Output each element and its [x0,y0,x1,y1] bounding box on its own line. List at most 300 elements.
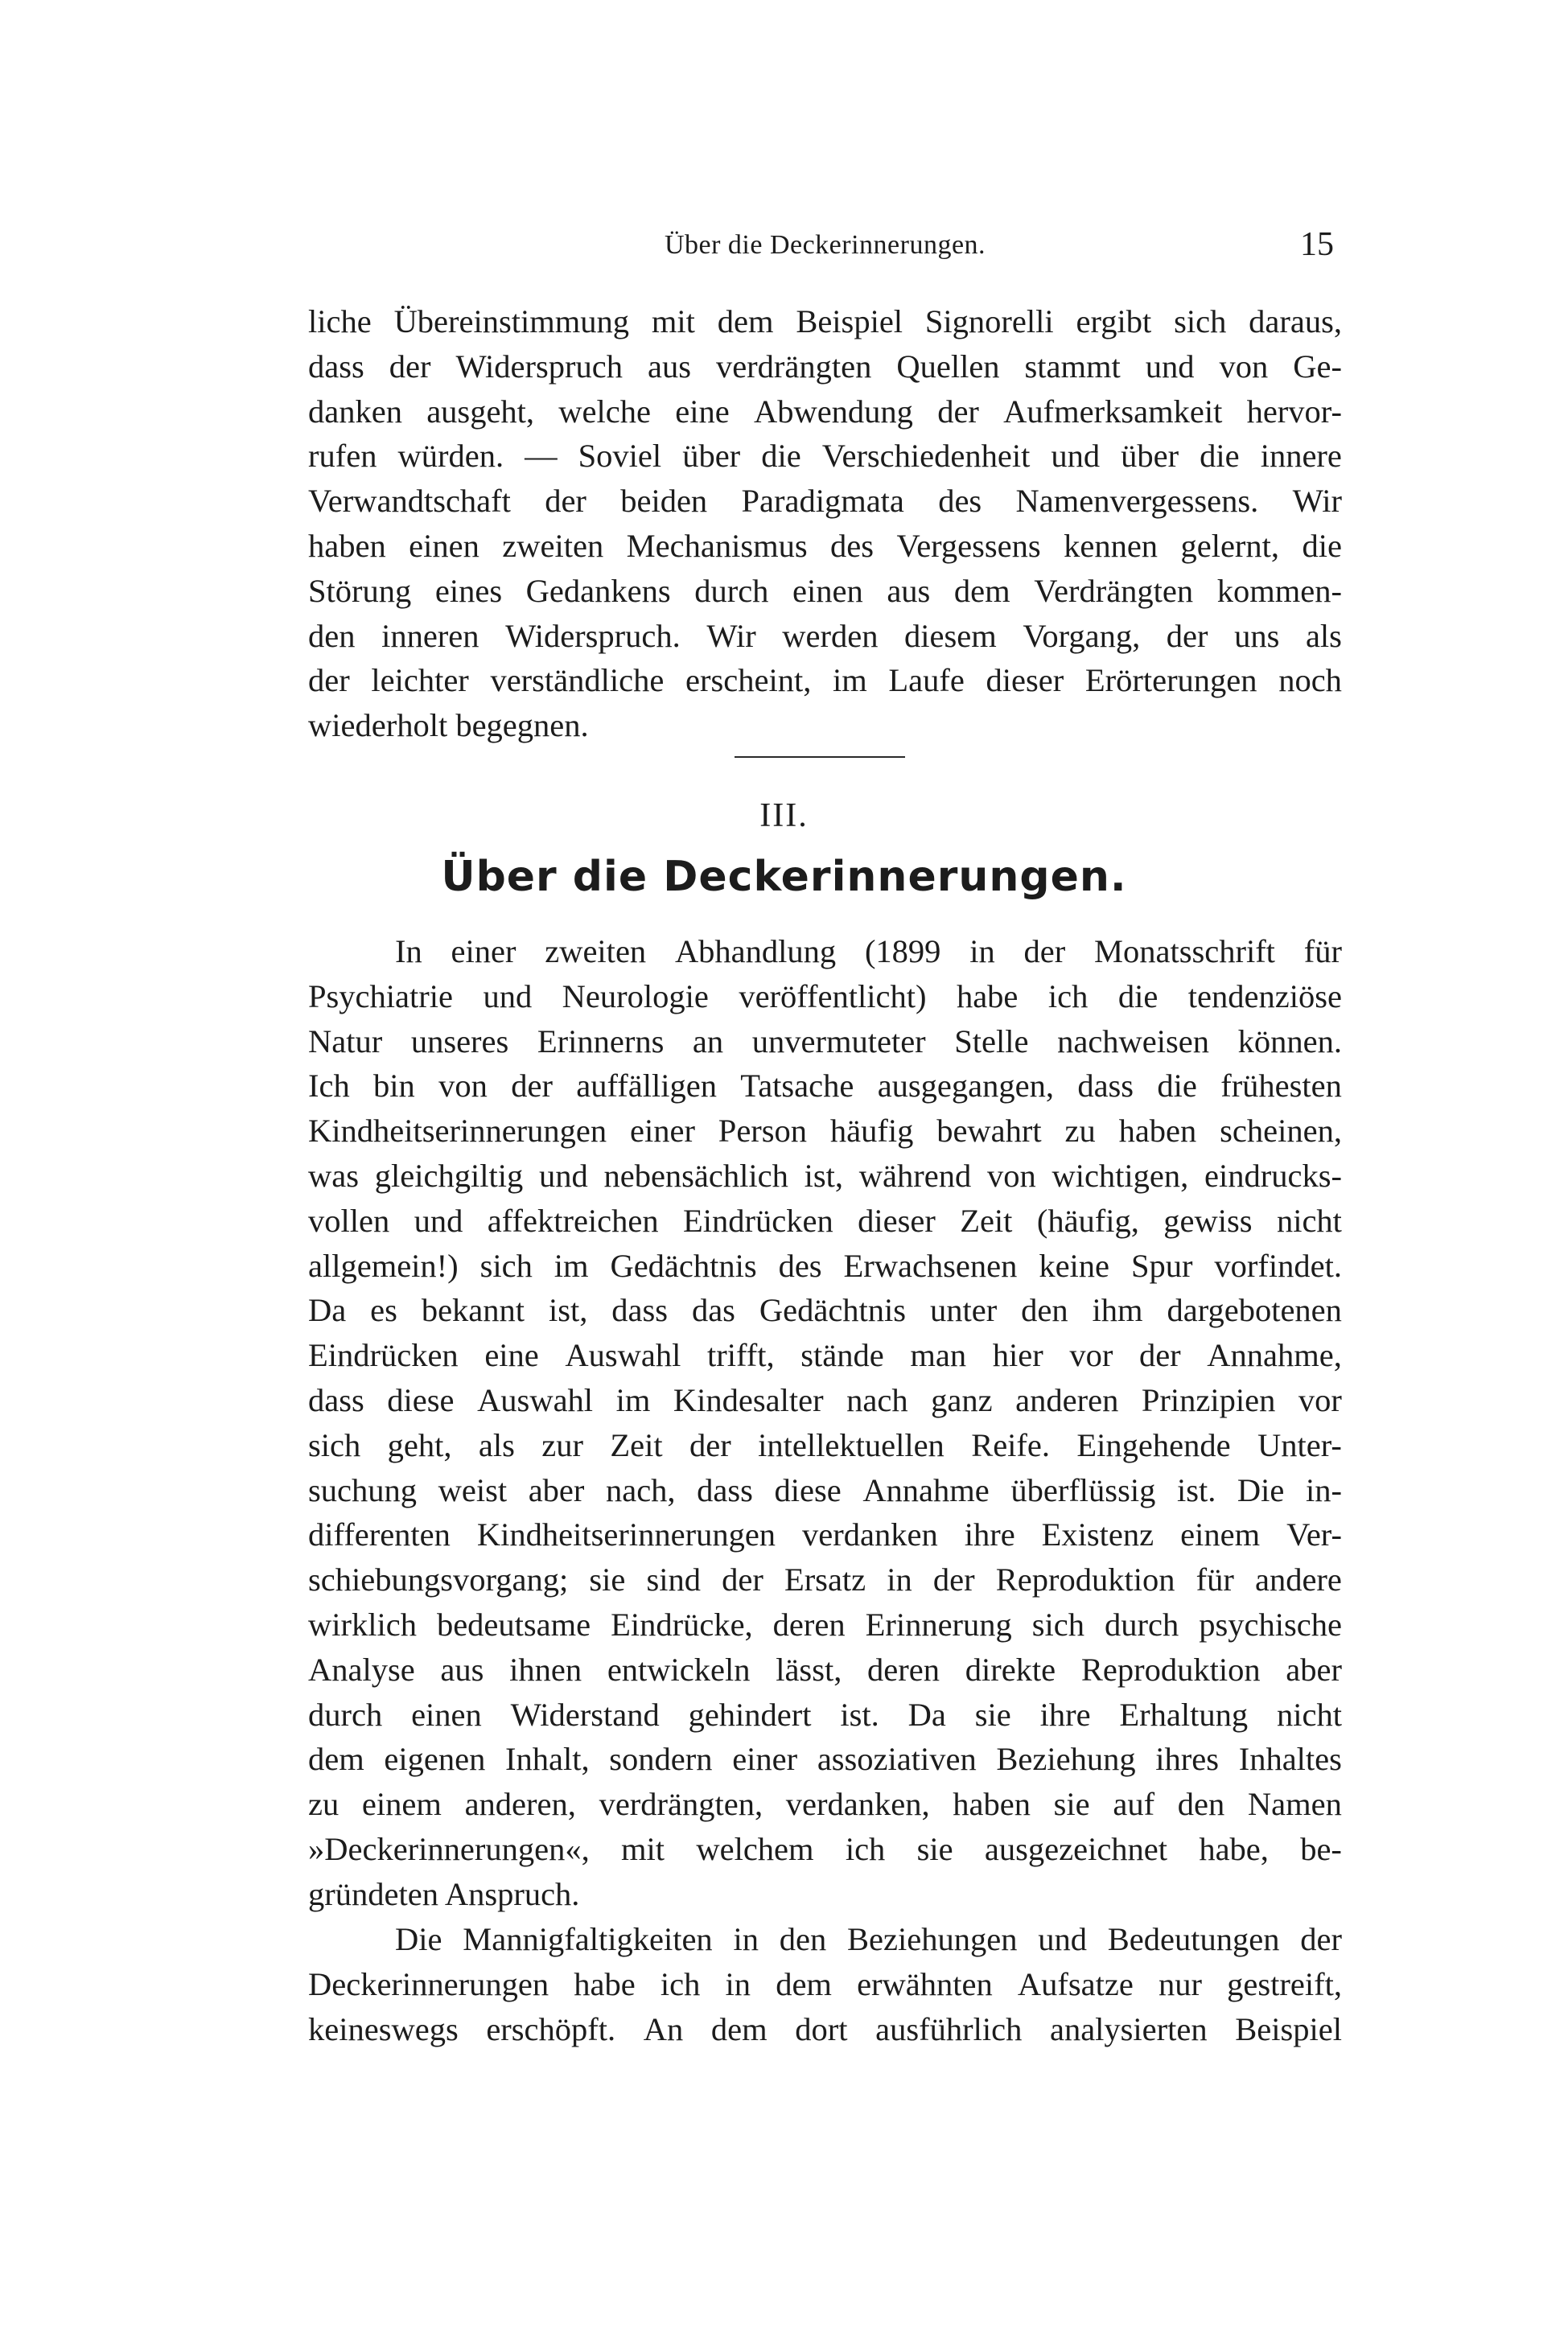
word: und [538,1157,588,1194]
paragraph-2 [308,1917,1342,2051]
word: Störung [308,572,412,609]
word: Kindesalter [673,1381,824,1418]
word: andere [1254,1561,1342,1598]
word: ganz [931,1381,993,1418]
word: und [1038,1921,1087,1957]
text-line [308,1063,1342,1109]
word: noch [1278,662,1342,699]
word: psychische [1199,1606,1342,1643]
word: die [1117,977,1159,1014]
paragraph-1 [308,929,1342,1917]
word: der [689,1426,731,1463]
word: zu [308,1786,340,1823]
word: Beispiel [1235,2010,1342,2047]
running-title: Über die Deckerinnerungen. [664,230,986,260]
word: dem [776,1965,832,2002]
word: Wir [1292,483,1342,520]
word: einen [409,527,479,564]
word: innere [1260,438,1342,475]
word: Die [1237,1471,1285,1508]
word: in [969,933,995,969]
text-line [308,479,1342,524]
word: und [483,977,533,1014]
word: diese [774,1471,842,1508]
word: Annahme [862,1471,990,1508]
text-line [308,344,1342,389]
word: Laufe [888,662,965,699]
word: trifft, [707,1337,775,1374]
word: einer [630,1113,695,1150]
word: nur [1159,1965,1202,2002]
text-line [308,1782,1342,1827]
word: Soviel [578,438,662,475]
word: Neurologie [562,977,709,1014]
word: ausgeht, [426,393,535,430]
word: unter [930,1292,998,1329]
text-line [308,1648,1342,1693]
word: Gedächtnis [610,1247,757,1284]
word: dem [308,1741,364,1778]
word: nicht [1276,1202,1342,1239]
word: verdanken [802,1516,938,1553]
text-line [308,1602,1342,1648]
word: Widerspruch [455,348,623,385]
word: An [643,2010,684,2047]
word: das [691,1292,735,1329]
text-line [308,1423,1342,1468]
word: Psychiatrie [308,977,453,1014]
word: hervor- [1246,393,1342,430]
word: verdrängten, [599,1786,763,1823]
word: als [1305,617,1342,654]
text-line-last: wiederholt begegnen. [308,707,589,744]
text-line [308,974,1342,1019]
word: in [887,1561,912,1598]
word: dargebotenen [1167,1292,1342,1329]
word: Auswahl [565,1337,681,1374]
word: Paradigmata [741,483,904,520]
word: einem [1180,1516,1261,1553]
word: Gedankens [525,572,671,609]
word: den [1021,1292,1068,1329]
word: unvermuteter [751,1022,926,1059]
word: diesem [904,617,997,654]
word: zu [1064,1113,1096,1150]
text-line [308,1288,1342,1333]
word: Zeit [610,1426,663,1463]
text-line [308,1109,1342,1154]
word: verdrängten [715,348,872,385]
word: (1899 [864,933,941,969]
word: nebensächlich [603,1157,788,1194]
word: man [910,1337,967,1374]
word: des [938,483,982,520]
text-line [308,1199,1342,1244]
word: als [478,1426,515,1463]
word: des [830,527,875,564]
word: Annahme, [1207,1337,1342,1374]
word: ist, [804,1157,844,1194]
word: habe [956,977,1019,1014]
word: durch [694,572,769,609]
word: sich [1031,1606,1085,1643]
word: an [692,1022,724,1059]
word: ihre [964,1516,1015,1553]
word: Quellen [896,348,1000,385]
word: der [932,1561,975,1598]
word: vollen [308,1202,390,1239]
word: Wir [706,617,756,654]
word: vor [1298,1381,1342,1418]
word: weist [438,1471,508,1508]
word: von [438,1068,488,1105]
word: Aufmerksamkeit [1003,393,1223,430]
text-line [308,1827,1342,1872]
word: — [525,438,558,475]
word: ich [1047,977,1089,1014]
word: vorfindet. [1214,1247,1342,1284]
word: lässt, [776,1651,842,1688]
word: nachweisen [1057,1022,1210,1059]
word: Erörterungen [1084,662,1257,699]
word: keine [1039,1247,1110,1284]
text-line [308,1378,1342,1423]
word: bedeutsame [436,1606,591,1643]
text-line [308,1468,1342,1513]
word: des [778,1247,822,1284]
word: mit [621,1830,665,1867]
word: gelernt, [1180,527,1280,564]
word: ihnen [509,1651,582,1688]
word: stände [800,1337,884,1374]
word: dass [308,1381,364,1418]
word: Verdrängten [1034,572,1194,609]
word: und [1051,438,1101,475]
word: gehindert [688,1696,812,1733]
text-line [308,658,1342,703]
word: uns [1234,617,1280,654]
word: ich [845,1830,886,1867]
word: der [308,662,350,699]
word: den [779,1921,827,1957]
word: sie [916,1830,953,1867]
word: Mannigfaltigkeiten [463,1921,713,1957]
word: liche [308,303,372,339]
word: vor [1069,1337,1113,1374]
word: Monatsschrift [1093,933,1275,969]
word: aus [440,1651,484,1688]
word: verdanken, [785,1786,930,1823]
word: Deckerinnerungen [308,1965,549,2002]
continuation-paragraph [308,299,1342,748]
word: der [1300,1921,1342,1957]
word: ergibt [1076,303,1152,339]
word: im [833,662,867,699]
word: direkte [965,1651,1056,1688]
word: würden. [397,438,504,475]
word: sondern [609,1741,713,1778]
text-line-last: gründeten Anspruch. [308,1875,580,1912]
word: ist. [1176,1471,1216,1508]
word: einer [451,933,516,969]
word: stammt [1024,348,1121,385]
word: Reproduktion [1080,1651,1261,1688]
word: beiden [620,483,708,520]
word: haben [1118,1113,1197,1150]
word: Auswahl [477,1381,594,1418]
word: eine [484,1337,539,1374]
word: Ersatz [784,1561,866,1598]
word: während [858,1157,972,1194]
word: deren [772,1606,846,1643]
word: inneren [381,617,479,654]
text-line [308,1693,1342,1738]
word: daraus, [1249,303,1342,339]
word: wichtigen, [1052,1157,1189,1194]
word: ihm [1092,1292,1143,1329]
word: über [1121,438,1179,475]
word: erschöpft. [486,2010,616,2047]
word: eigenen [384,1741,486,1778]
word: und [414,1202,463,1239]
word: diese [387,1381,455,1418]
word: Erinnerns [537,1022,665,1059]
word: Eindrücke, [611,1606,753,1643]
word: Abwendung [753,393,913,430]
word: mit [651,303,695,339]
word: Reife. [971,1426,1051,1463]
word: im [615,1381,651,1418]
word: erwähnten [857,1965,993,2002]
word: ausgegangen, [877,1068,1054,1105]
word: über [682,438,741,475]
word: nach [846,1381,908,1418]
word: Spur [1130,1247,1193,1284]
word: tendenziöse [1187,977,1342,1014]
word: dieser [858,1202,936,1239]
word: Eindrücken [683,1202,833,1239]
word: Aufsatze [1017,1965,1134,2002]
word: erscheint, [685,662,812,699]
text-line [308,299,1342,344]
word: danken [308,393,402,430]
word: Namen [1247,1786,1342,1823]
word: anderen [1015,1381,1119,1418]
word: einen [792,572,863,609]
word: aus [887,572,931,609]
word: gewiss [1163,1202,1253,1239]
word: gestreift, [1227,1965,1342,2002]
word: Zeit [960,1202,1013,1239]
word: die [1302,527,1342,564]
word: der [722,1561,763,1598]
word: Gedächtnis [759,1292,907,1329]
word: wirklich [308,1606,417,1643]
word: dass [697,1471,753,1508]
word: anderen, [464,1786,576,1823]
word: der [511,1068,553,1105]
word: Reproduktion [995,1561,1175,1598]
word: Die [395,1921,442,1957]
text-line-first [308,1917,1342,1962]
word: aber [528,1471,585,1508]
word: allgemein!) [308,1247,459,1284]
word: Abhandlung [674,933,837,969]
word: ihre [1039,1696,1091,1733]
text-line [308,2007,1342,2052]
word: ich [660,1965,701,2002]
word: sind [646,1561,701,1598]
word: Eindrücken [308,1337,459,1374]
word: be- [1300,1830,1342,1867]
word: Inhaltes [1238,1741,1342,1778]
word: durch [1105,1606,1179,1643]
word: überflüssig [1010,1471,1156,1508]
word: was [308,1157,359,1194]
word: keineswegs [308,2010,459,2047]
word: rufen [308,438,377,475]
word: Kindheitserinnerungen [308,1113,607,1150]
word: den [1177,1786,1225,1823]
word: sie [1053,1786,1090,1823]
word: differenten [308,1516,451,1553]
word: sie [974,1696,1011,1733]
word: der [389,348,431,385]
word: scheinen, [1220,1113,1342,1150]
text-line [308,1154,1342,1199]
word: haben [953,1786,1031,1823]
section-number: III. [759,797,809,834]
word: eindrucks- [1204,1157,1342,1194]
word: bewahrt [936,1113,1042,1150]
word: auffälligen [576,1068,717,1105]
text-line [308,389,1342,434]
word: Beziehungen [847,1921,1018,1957]
word: Mechanismus [626,527,808,564]
word: Ge- [1293,348,1342,385]
text-line [308,1557,1342,1602]
word: haben [308,527,386,564]
word: Beispiel [796,303,903,339]
word: habe, [1199,1830,1269,1867]
word: Existenz [1041,1516,1154,1553]
word: dort [795,2010,848,2047]
word: nicht [1277,1696,1342,1733]
word: eines [434,572,503,609]
word: welche [558,393,651,430]
word: häufig [829,1113,914,1150]
text-line [308,524,1342,569]
word: assoziativen [817,1741,977,1778]
word: Namenvergessens. [1015,483,1259,520]
word: Vorgang, [1023,617,1141,654]
word: Verwandtschaft [308,483,511,520]
word: nach, [605,1471,676,1508]
section-divider [735,756,905,758]
word: entwickeln [607,1651,751,1688]
word: geht, [387,1426,452,1463]
word: der [1023,933,1066,969]
word: dem [953,572,1010,609]
word: bekannt [421,1292,525,1329]
word: in [733,1921,759,1957]
word: ist. [840,1696,879,1733]
word: Bedeutungen [1107,1921,1280,1957]
word: es [370,1292,397,1329]
word: Widerspruch. [505,617,681,654]
word: eine [675,393,730,430]
word: dem [717,303,774,339]
word: der [545,483,586,520]
word: Ver- [1286,1516,1342,1553]
word: Stelle [954,1022,1029,1059]
word: Person [718,1113,808,1150]
word: sich [308,1426,361,1463]
word: Natur [308,1022,383,1059]
word: zweiten [502,527,604,564]
word: dieser [986,662,1064,699]
word: Prinzipien [1141,1381,1276,1418]
word: Analyse [308,1651,415,1688]
word: aus [647,348,691,385]
word: Da [308,1292,347,1329]
word: einem [361,1786,442,1823]
word: der [1166,617,1208,654]
word: dass [1077,1068,1134,1105]
word: Beziehung [996,1741,1136,1778]
text-line [308,1512,1342,1557]
word: intellektuellen [758,1426,945,1463]
word: Erinnerung [865,1606,1012,1643]
section-title: Über die Deckerinnerungen. [441,853,1127,901]
word: ihres [1155,1741,1220,1778]
text-line [308,1244,1342,1289]
word: hier [992,1337,1043,1374]
text-line [308,434,1342,479]
word: einer [732,1741,798,1778]
word: sie [589,1561,626,1598]
word: kennen [1064,527,1159,564]
word: einen [411,1696,482,1733]
text-line [308,1333,1342,1378]
word: unseres [410,1022,509,1059]
word: gleichgiltig [374,1157,524,1194]
word: für [1196,1561,1234,1598]
word: ausführlich [875,2010,1023,2047]
running-head [308,225,1342,274]
word: leichter [371,662,469,699]
word: und [1145,348,1195,385]
word: suchung [308,1471,417,1508]
text-line-first [308,929,1342,974]
word: durch [308,1696,383,1733]
word: dem [710,2010,768,2047]
word: der [1138,1337,1181,1374]
word: frühesten [1220,1068,1342,1105]
word: dass [611,1292,669,1329]
word: schiebungsvorgang; [308,1561,569,1598]
word: in [725,1965,751,2002]
word: welchem [696,1830,814,1867]
word: sich [1174,303,1227,339]
text-line [308,614,1342,659]
word: zur [541,1426,583,1463]
word: verständliche [490,662,665,699]
word: Erwachsenen [843,1247,1018,1284]
word: werden [782,617,879,654]
word: Vergessens [896,527,1041,564]
text-line [308,1019,1342,1064]
